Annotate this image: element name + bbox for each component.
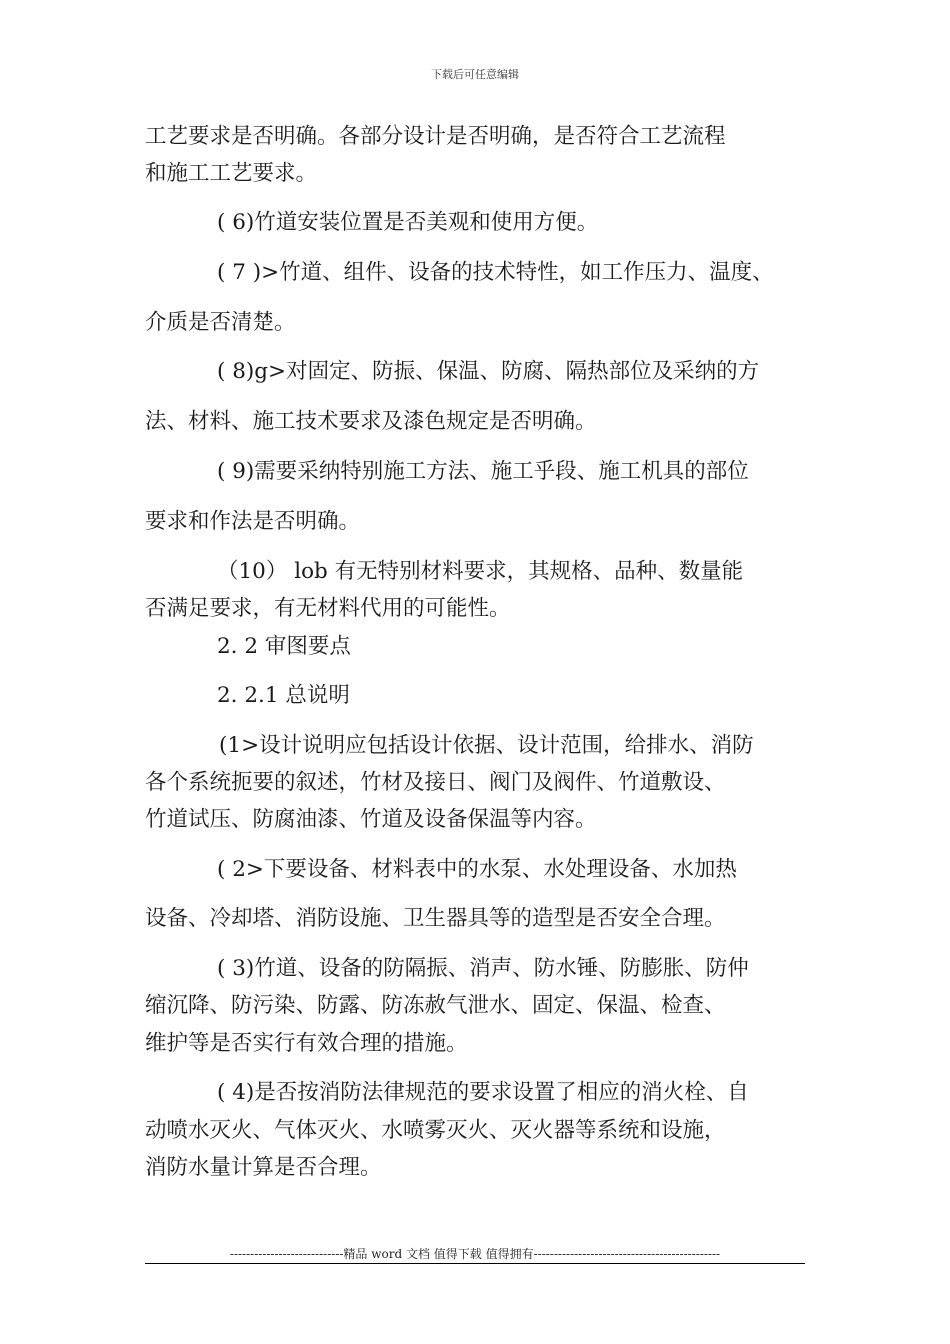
body-line: 竹道试压、防腐油漆、竹道及设备保温等内容。	[145, 807, 597, 832]
body-line: ( 3)竹道、设备的防隔振、消声、防水锤、防膨胀、防仲	[217, 956, 749, 981]
body-line: 介质是否清楚。	[145, 310, 296, 335]
body-line: ( 6)竹道安装位置是否美观和使用方便。	[217, 210, 599, 235]
body-line: 维护等是否实行有效合理的措施。	[145, 1031, 468, 1056]
body-line: 和施工工艺要求。	[145, 161, 318, 186]
body-line: 法、材料、施工技术要求及漆色规定是否明确。	[145, 409, 597, 434]
page-header: 下载后可任意编辑	[431, 68, 519, 81]
section-heading: 2. 2 审图要点	[217, 634, 351, 659]
body-line: 要求和作法是否明确。	[145, 509, 361, 534]
body-line: ( 4)是否按消防法律规范的要求设置了相应的消火栓、自	[217, 1080, 749, 1105]
body-line: 缩沉降、防污染、防露、防冻赦气泄水、固定、保温、检查、	[145, 993, 726, 1018]
body-line: 设备、冷却塔、消防设施、卫生器具等的造型是否安全合理。	[145, 906, 726, 931]
body-line: （10） lob 有无特别材料要求，其规格、品种、数量能	[217, 559, 744, 584]
body-line: ( 9)需要采纳特别施工方法、施工乎段、施工机具的部位	[217, 459, 749, 484]
body-line: 动喷水灭火、气体灭火、水喷雾灭火、灭火器等系统和设施，	[145, 1118, 726, 1143]
body-line: 工艺要求是否明确。各部分设计是否明确，是否符合工艺流程	[145, 124, 726, 149]
body-line: 否满足要求，有无材料代用的可能性。	[145, 596, 511, 621]
subsection-heading: 2. 2.1 总说明	[217, 683, 350, 708]
body-line: ( 2>下要设备、材料表中的水泵、水处理设备、水加热	[217, 857, 737, 882]
body-line: ( 8)g>对固定、防振、保温、防腐、隔热部位及采纳的方	[217, 359, 760, 384]
footer-divider	[145, 1263, 805, 1264]
body-line: (1>设计说明应包括设计依据、设计范围，给排水、消防	[219, 733, 754, 758]
body-line: 消防水量计算是否合理。	[145, 1155, 382, 1180]
body-line: 各个系统扼要的叙述，竹材及接日、阀门及阀件、竹道敷设、	[145, 770, 726, 795]
body-line: ( 7 )>竹道、组件、设备的技术特性，如工作压力、温度、	[217, 260, 774, 285]
page-footer: ----------------------------精品 word 文档 值得下载 值得拥有----------------------------------------------	[229, 1247, 721, 1261]
